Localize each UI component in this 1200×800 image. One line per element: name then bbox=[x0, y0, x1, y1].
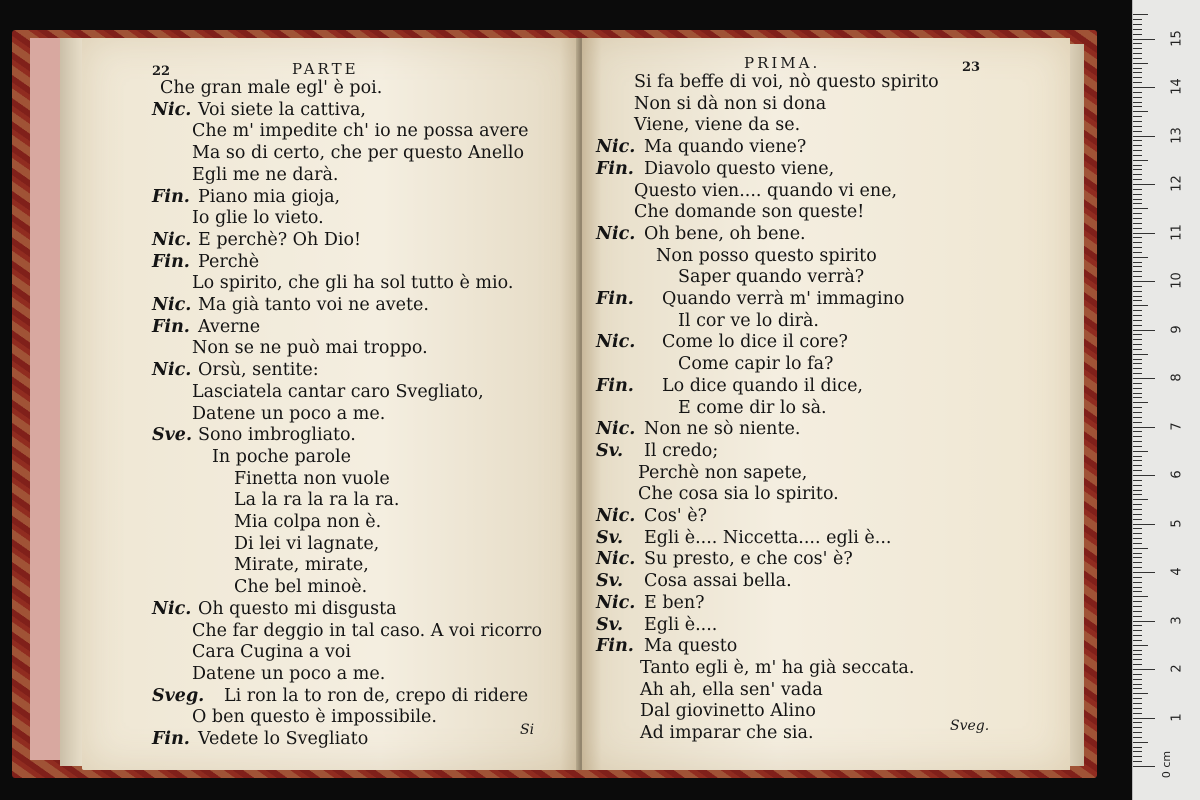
ruler-tick bbox=[1133, 228, 1142, 229]
ruler-tick bbox=[1133, 126, 1142, 127]
ruler-tick bbox=[1133, 72, 1142, 73]
verse-line: E come dir lo sà. bbox=[678, 397, 827, 418]
ruler-tick bbox=[1133, 650, 1142, 651]
ruler-tick bbox=[1133, 257, 1148, 258]
ruler-tick bbox=[1133, 388, 1142, 389]
ruler-tick bbox=[1133, 494, 1142, 495]
ruler-tick bbox=[1133, 524, 1155, 525]
page-number: 23 bbox=[962, 60, 981, 75]
ruler-tick bbox=[1133, 577, 1142, 578]
right-page bbox=[582, 38, 1070, 770]
verse-line: Egli me ne darà. bbox=[192, 164, 339, 185]
verse-line: Cos' è? bbox=[644, 506, 708, 526]
ruler-tick bbox=[1133, 189, 1142, 190]
ruler-tick bbox=[1133, 543, 1142, 544]
verse-line: O ben questo è impossibile. bbox=[192, 707, 437, 728]
verse-line: Datene un poco a me. bbox=[192, 403, 386, 424]
ruler-tick bbox=[1133, 145, 1142, 146]
text-block bbox=[82, 78, 580, 758]
ruler-tick bbox=[1133, 475, 1155, 476]
verse-line: Che m' impedite ch' io ne possa avere bbox=[192, 121, 529, 142]
ruler-tick bbox=[1133, 630, 1142, 631]
ruler-tick bbox=[1133, 407, 1142, 408]
ruler-tick bbox=[1133, 751, 1142, 752]
ruler-tick bbox=[1133, 121, 1142, 122]
ruler-tick bbox=[1133, 213, 1142, 214]
ruler-tick bbox=[1133, 281, 1155, 282]
ruler-tick bbox=[1133, 470, 1142, 471]
ruler-tick bbox=[1133, 548, 1148, 549]
ruler-tick bbox=[1133, 325, 1142, 326]
verse-line: Che far deggio in tal caso. A voi ricorro bbox=[192, 620, 543, 641]
ruler-tick bbox=[1133, 718, 1155, 719]
ruler-number: 5 bbox=[1169, 518, 1185, 528]
verse-line: Io glie lo vieto. bbox=[192, 208, 324, 229]
verse-line: Non ne sò niente. bbox=[644, 419, 801, 440]
ruler-tick bbox=[1133, 611, 1142, 612]
ruler-tick bbox=[1133, 742, 1148, 743]
ruler-tick bbox=[1133, 664, 1142, 665]
ruler-tick bbox=[1133, 393, 1142, 394]
ruler-tick bbox=[1133, 654, 1142, 655]
text-block bbox=[582, 72, 1070, 752]
ruler-tick bbox=[1133, 514, 1142, 515]
ruler-tick bbox=[1133, 509, 1142, 510]
ruler-tick bbox=[1133, 276, 1142, 277]
ruler-tick bbox=[1133, 451, 1148, 452]
ruler-number: 12 bbox=[1169, 175, 1185, 192]
ruler-tick bbox=[1133, 208, 1148, 209]
speaker-label: Sv. bbox=[596, 527, 624, 548]
verse-line: Lo spirito, che gli ha sol tutto è mio. bbox=[192, 273, 514, 294]
ruler-number: 6 bbox=[1169, 470, 1185, 479]
ruler-number: 10 bbox=[1169, 272, 1185, 289]
left-page bbox=[82, 38, 580, 770]
ruler-tick bbox=[1133, 553, 1142, 554]
ruler-tick bbox=[1133, 136, 1155, 137]
ruler-tick bbox=[1133, 446, 1142, 447]
ruler-tick bbox=[1133, 431, 1142, 432]
speaker-label: Sveg. bbox=[152, 685, 205, 706]
ruler-tick bbox=[1133, 519, 1142, 520]
ruler-tick bbox=[1133, 218, 1142, 219]
verse-line: Non se ne può mai troppo. bbox=[192, 338, 428, 359]
verse-line: Lo dice quando il dice, bbox=[662, 375, 863, 396]
ruler-tick bbox=[1133, 373, 1142, 374]
ruler-tick bbox=[1133, 621, 1155, 622]
verse-line: Ah ah, ella sen' vada bbox=[640, 679, 823, 700]
ruler-tick bbox=[1133, 747, 1142, 748]
ruler-tick bbox=[1133, 378, 1155, 379]
speaker-label: Nic. bbox=[152, 295, 192, 315]
ruler-tick bbox=[1133, 693, 1148, 694]
ruler-tick bbox=[1133, 708, 1142, 709]
ruler-tick bbox=[1133, 305, 1148, 306]
ruler-tick bbox=[1133, 19, 1142, 20]
ruler-tick bbox=[1133, 383, 1142, 384]
ruler-tick bbox=[1133, 160, 1148, 161]
speaker-label: Fin. bbox=[596, 375, 634, 396]
verse-line: In poche parole bbox=[212, 446, 351, 467]
ruler-tick bbox=[1133, 679, 1142, 680]
ruler-tick bbox=[1133, 354, 1148, 355]
ruler-tick bbox=[1133, 53, 1142, 54]
speaker-label: Fin. bbox=[152, 316, 190, 337]
ruler-tick bbox=[1133, 703, 1142, 704]
ruler-tick bbox=[1133, 688, 1142, 689]
ruler-tick bbox=[1133, 441, 1142, 442]
running-head: PARTE bbox=[292, 60, 359, 78]
verse-line: Lasciatela cantar caro Svegliato, bbox=[192, 381, 484, 402]
ruler-tick bbox=[1133, 223, 1142, 224]
verse-line: Sono imbrogliato. bbox=[198, 425, 356, 446]
verse-line: Ma so di certo, che per questo Anello bbox=[192, 143, 524, 164]
speaker-label: Nic. bbox=[152, 598, 192, 619]
ruler-tick bbox=[1133, 174, 1142, 175]
ruler-tick bbox=[1133, 635, 1142, 636]
ruler-tick bbox=[1133, 82, 1142, 83]
ruler-tick bbox=[1133, 659, 1142, 660]
ruler-tick bbox=[1133, 363, 1142, 364]
ruler-tick bbox=[1133, 63, 1148, 64]
ruler-tick bbox=[1133, 194, 1142, 195]
verse-line: Orsù, sentite: bbox=[198, 360, 319, 381]
speaker-label: Sv. bbox=[596, 571, 624, 592]
ruler-tick bbox=[1133, 237, 1142, 238]
verse-line: Che gran male egl' è poi. bbox=[160, 78, 383, 98]
ruler-tick bbox=[1133, 601, 1142, 602]
ruler-tick bbox=[1133, 155, 1142, 156]
verse-line: Oh bene, oh bene. bbox=[644, 223, 806, 244]
ruler-tick bbox=[1133, 412, 1142, 413]
ruler-tick bbox=[1133, 34, 1142, 35]
verse-line: Il cor ve lo dirà. bbox=[678, 310, 819, 331]
catchword: Si bbox=[520, 722, 535, 738]
ruler-tick bbox=[1133, 499, 1148, 500]
ruler-tick bbox=[1133, 58, 1142, 59]
speaker-label: Nic. bbox=[152, 99, 192, 120]
verse-line: Non si dà non si dona bbox=[634, 93, 827, 114]
verse-line: E ben? bbox=[644, 592, 705, 613]
speaker-label: Sv. bbox=[596, 440, 624, 461]
ruler-tick bbox=[1133, 169, 1142, 170]
ruler-tick bbox=[1133, 596, 1148, 597]
ruler-tick bbox=[1133, 698, 1142, 699]
ruler-tick bbox=[1133, 77, 1142, 78]
speaker-label: Nic. bbox=[596, 549, 636, 570]
verse-line: Tanto egli è, m' ha già seccata. bbox=[640, 657, 915, 678]
ruler-tick bbox=[1133, 460, 1142, 461]
ruler-tick bbox=[1133, 766, 1155, 767]
verse-line: Che domande son queste! bbox=[634, 202, 865, 223]
ruler-unit: 0 cm bbox=[1160, 750, 1174, 779]
ruler-tick bbox=[1133, 87, 1155, 88]
ruler-number: 8 bbox=[1169, 373, 1185, 382]
ruler-tick bbox=[1133, 24, 1142, 25]
ruler-tick bbox=[1133, 436, 1142, 437]
ruler-tick bbox=[1133, 591, 1142, 592]
verse-line: Di lei vi lagnate, bbox=[234, 533, 380, 554]
ruler-number: 7 bbox=[1169, 421, 1185, 431]
verse-line: E perchè? Oh Dio! bbox=[198, 229, 362, 250]
ruler-tick bbox=[1133, 674, 1142, 675]
verse-line: Viene, viene da se. bbox=[634, 115, 801, 136]
ruler-tick bbox=[1133, 310, 1142, 311]
ruler-tick bbox=[1133, 528, 1142, 529]
running-head: PRIMA. bbox=[744, 54, 821, 72]
ruler-tick bbox=[1133, 761, 1142, 762]
speaker-label: Fin. bbox=[152, 729, 190, 749]
ruler-tick bbox=[1133, 179, 1142, 180]
ruler-tick bbox=[1133, 48, 1142, 49]
speaker-label: Nic. bbox=[152, 229, 192, 250]
ruler-number: 3 bbox=[1169, 615, 1185, 625]
verse-line: Questo vien.... quando vi ene, bbox=[634, 180, 898, 201]
verse-line: Oh questo mi disgusta bbox=[198, 598, 397, 619]
speaker-label: Nic. bbox=[152, 360, 192, 381]
verse-line: Mia colpa non è. bbox=[234, 512, 382, 532]
verse-line: Che bel minoè. bbox=[234, 577, 368, 598]
verse-line: Su presto, e che cos' è? bbox=[644, 549, 853, 570]
verse-line: Cara Cugina a voi bbox=[192, 642, 351, 663]
ruler-tick bbox=[1133, 756, 1142, 757]
ruler-tick bbox=[1133, 286, 1142, 287]
ruler-tick bbox=[1133, 233, 1155, 234]
ruler-tick bbox=[1133, 320, 1142, 321]
verse-line: Non posso questo spirito bbox=[656, 245, 877, 266]
speaker-label: Fin. bbox=[152, 186, 190, 207]
ruler-tick bbox=[1133, 480, 1142, 481]
verse-line: Quando verrà m' immagino bbox=[662, 289, 905, 309]
ruler-tick bbox=[1133, 242, 1142, 243]
ruler-tick bbox=[1133, 684, 1142, 685]
ruler-tick bbox=[1133, 737, 1142, 738]
verse-line: Mirate, mirate, bbox=[234, 555, 369, 576]
verse-line: Ma questo bbox=[644, 636, 738, 657]
ruler-tick bbox=[1133, 669, 1155, 670]
ruler-number: 14 bbox=[1169, 78, 1185, 95]
ruler-tick bbox=[1133, 606, 1142, 607]
verse-line: Perchè bbox=[198, 251, 260, 272]
ruler-tick bbox=[1133, 106, 1142, 107]
ruler-tick bbox=[1133, 533, 1142, 534]
verse-line: Finetta non vuole bbox=[234, 468, 390, 489]
ruler-number: 1 bbox=[1169, 712, 1185, 722]
speaker-label: Fin. bbox=[596, 289, 634, 309]
ruler-tick bbox=[1133, 587, 1142, 588]
ruler-tick bbox=[1133, 252, 1142, 253]
verse-line: Averne bbox=[198, 316, 261, 337]
ruler-number: 13 bbox=[1169, 126, 1185, 144]
ruler-tick bbox=[1133, 722, 1142, 723]
ruler-tick bbox=[1133, 39, 1155, 40]
catchword: Sveg. bbox=[950, 718, 990, 734]
verse-line: Ma quando viene? bbox=[644, 137, 807, 158]
ruler-tick bbox=[1133, 199, 1142, 200]
ruler-tick bbox=[1133, 645, 1148, 646]
ruler-tick bbox=[1133, 111, 1148, 112]
verse-line: Il credo; bbox=[644, 440, 719, 461]
ruler-tick bbox=[1133, 102, 1142, 103]
ruler-tick bbox=[1133, 14, 1148, 15]
ruler-tick bbox=[1133, 567, 1142, 568]
verse-line: Vedete lo Svegliato bbox=[198, 729, 369, 749]
measurement-ruler bbox=[1132, 0, 1200, 800]
ruler-number: 9 bbox=[1169, 324, 1185, 334]
ruler-tick bbox=[1133, 300, 1142, 301]
speaker-label: Fin. bbox=[596, 158, 634, 179]
ruler-tick bbox=[1133, 140, 1142, 141]
verse-line: Datene un poco a me. bbox=[192, 663, 386, 684]
ruler-number: 2 bbox=[1169, 664, 1185, 673]
verse-line: Perchè non sapete, bbox=[638, 462, 808, 483]
speaker-label: Nic. bbox=[596, 332, 636, 353]
ruler-tick bbox=[1133, 562, 1142, 563]
ruler-tick bbox=[1133, 92, 1142, 93]
page-stack-right bbox=[1068, 44, 1084, 766]
ruler-tick bbox=[1133, 640, 1142, 641]
ruler-tick bbox=[1133, 732, 1142, 733]
ruler-tick bbox=[1133, 131, 1142, 132]
ruler-tick bbox=[1133, 165, 1142, 166]
ruler-tick bbox=[1133, 203, 1142, 204]
ruler-tick bbox=[1133, 727, 1142, 728]
ruler-tick bbox=[1133, 359, 1142, 360]
speaker-label: Nic. bbox=[596, 223, 636, 244]
ruler-tick bbox=[1133, 330, 1155, 331]
verse-line: Che cosa sia lo spirito. bbox=[638, 484, 839, 505]
ruler-tick bbox=[1133, 262, 1142, 263]
ruler-tick bbox=[1133, 315, 1142, 316]
ruler-tick bbox=[1133, 116, 1142, 117]
ruler-tick bbox=[1133, 266, 1142, 267]
speaker-label: Sve. bbox=[152, 425, 193, 446]
ruler-tick bbox=[1133, 296, 1142, 297]
speaker-label: Fin. bbox=[152, 251, 190, 272]
ruler-number: 11 bbox=[1169, 223, 1185, 241]
ruler-tick bbox=[1133, 417, 1142, 418]
speaker-label: Fin. bbox=[596, 636, 634, 657]
ruler-tick bbox=[1133, 504, 1142, 505]
ruler-tick bbox=[1133, 485, 1142, 486]
ruler-tick bbox=[1133, 538, 1142, 539]
ruler-tick bbox=[1133, 572, 1155, 573]
ruler-tick bbox=[1133, 465, 1142, 466]
verse-line: Saper quando verrà? bbox=[678, 267, 865, 288]
verse-line: Diavolo questo viene, bbox=[644, 158, 835, 179]
ruler-tick bbox=[1133, 402, 1148, 403]
ruler-tick bbox=[1133, 344, 1142, 345]
speaker-label: Nic. bbox=[596, 419, 636, 440]
page-number: 22 bbox=[152, 64, 171, 79]
verse-line: Come lo dice il core? bbox=[662, 332, 848, 353]
ruler-tick bbox=[1133, 68, 1142, 69]
ruler-tick bbox=[1133, 29, 1142, 30]
verse-line: Ma già tanto voi ne avete. bbox=[198, 295, 429, 315]
ruler-tick bbox=[1133, 349, 1142, 350]
verse-line: Piano mia gioja, bbox=[198, 186, 341, 207]
speaker-label: Nic. bbox=[596, 592, 636, 613]
ruler-tick bbox=[1133, 43, 1142, 44]
ruler-tick bbox=[1133, 625, 1142, 626]
ruler-tick bbox=[1133, 427, 1155, 428]
verse-line: Li ron la to ron de, crepo di ridere bbox=[224, 685, 529, 706]
ruler-tick bbox=[1133, 150, 1142, 151]
ruler-tick bbox=[1133, 582, 1142, 583]
verse-line: Dal giovinetto Alino bbox=[640, 701, 816, 722]
ruler-tick bbox=[1133, 247, 1142, 248]
speaker-label: Nic. bbox=[596, 506, 636, 526]
verse-line: Egli è.... bbox=[644, 614, 718, 635]
verse-line: Come capir lo fa? bbox=[678, 354, 834, 375]
verse-line: Voi siete la cattiva, bbox=[198, 99, 366, 120]
ruler-tick bbox=[1133, 368, 1142, 369]
ruler-tick bbox=[1133, 557, 1142, 558]
ruler-tick bbox=[1133, 97, 1142, 98]
ruler-tick bbox=[1133, 616, 1142, 617]
verse-line: La la ra la ra la ra. bbox=[234, 490, 400, 511]
verse-line: Egli è.... Niccetta.... egli è... bbox=[644, 527, 892, 548]
ruler-tick bbox=[1133, 490, 1142, 491]
ruler-tick bbox=[1133, 422, 1142, 423]
ruler-tick bbox=[1133, 271, 1142, 272]
verse-line: Cosa assai bella. bbox=[644, 571, 792, 592]
ruler-number: 4 bbox=[1169, 567, 1185, 576]
ruler-number: 15 bbox=[1169, 29, 1185, 47]
verse-line: Si fa beffe di voi, nò questo spirito bbox=[634, 72, 939, 92]
ruler-tick bbox=[1133, 713, 1142, 714]
speaker-label: Nic. bbox=[596, 137, 636, 158]
ruler-tick bbox=[1133, 334, 1142, 335]
ruler-tick bbox=[1133, 184, 1155, 185]
ruler-tick bbox=[1133, 339, 1142, 340]
ruler-tick bbox=[1133, 456, 1142, 457]
ruler-tick bbox=[1133, 397, 1142, 398]
ruler-tick bbox=[1133, 291, 1142, 292]
speaker-label: Sv. bbox=[596, 614, 624, 635]
verse-line: Ad imparar che sia. bbox=[640, 723, 814, 743]
